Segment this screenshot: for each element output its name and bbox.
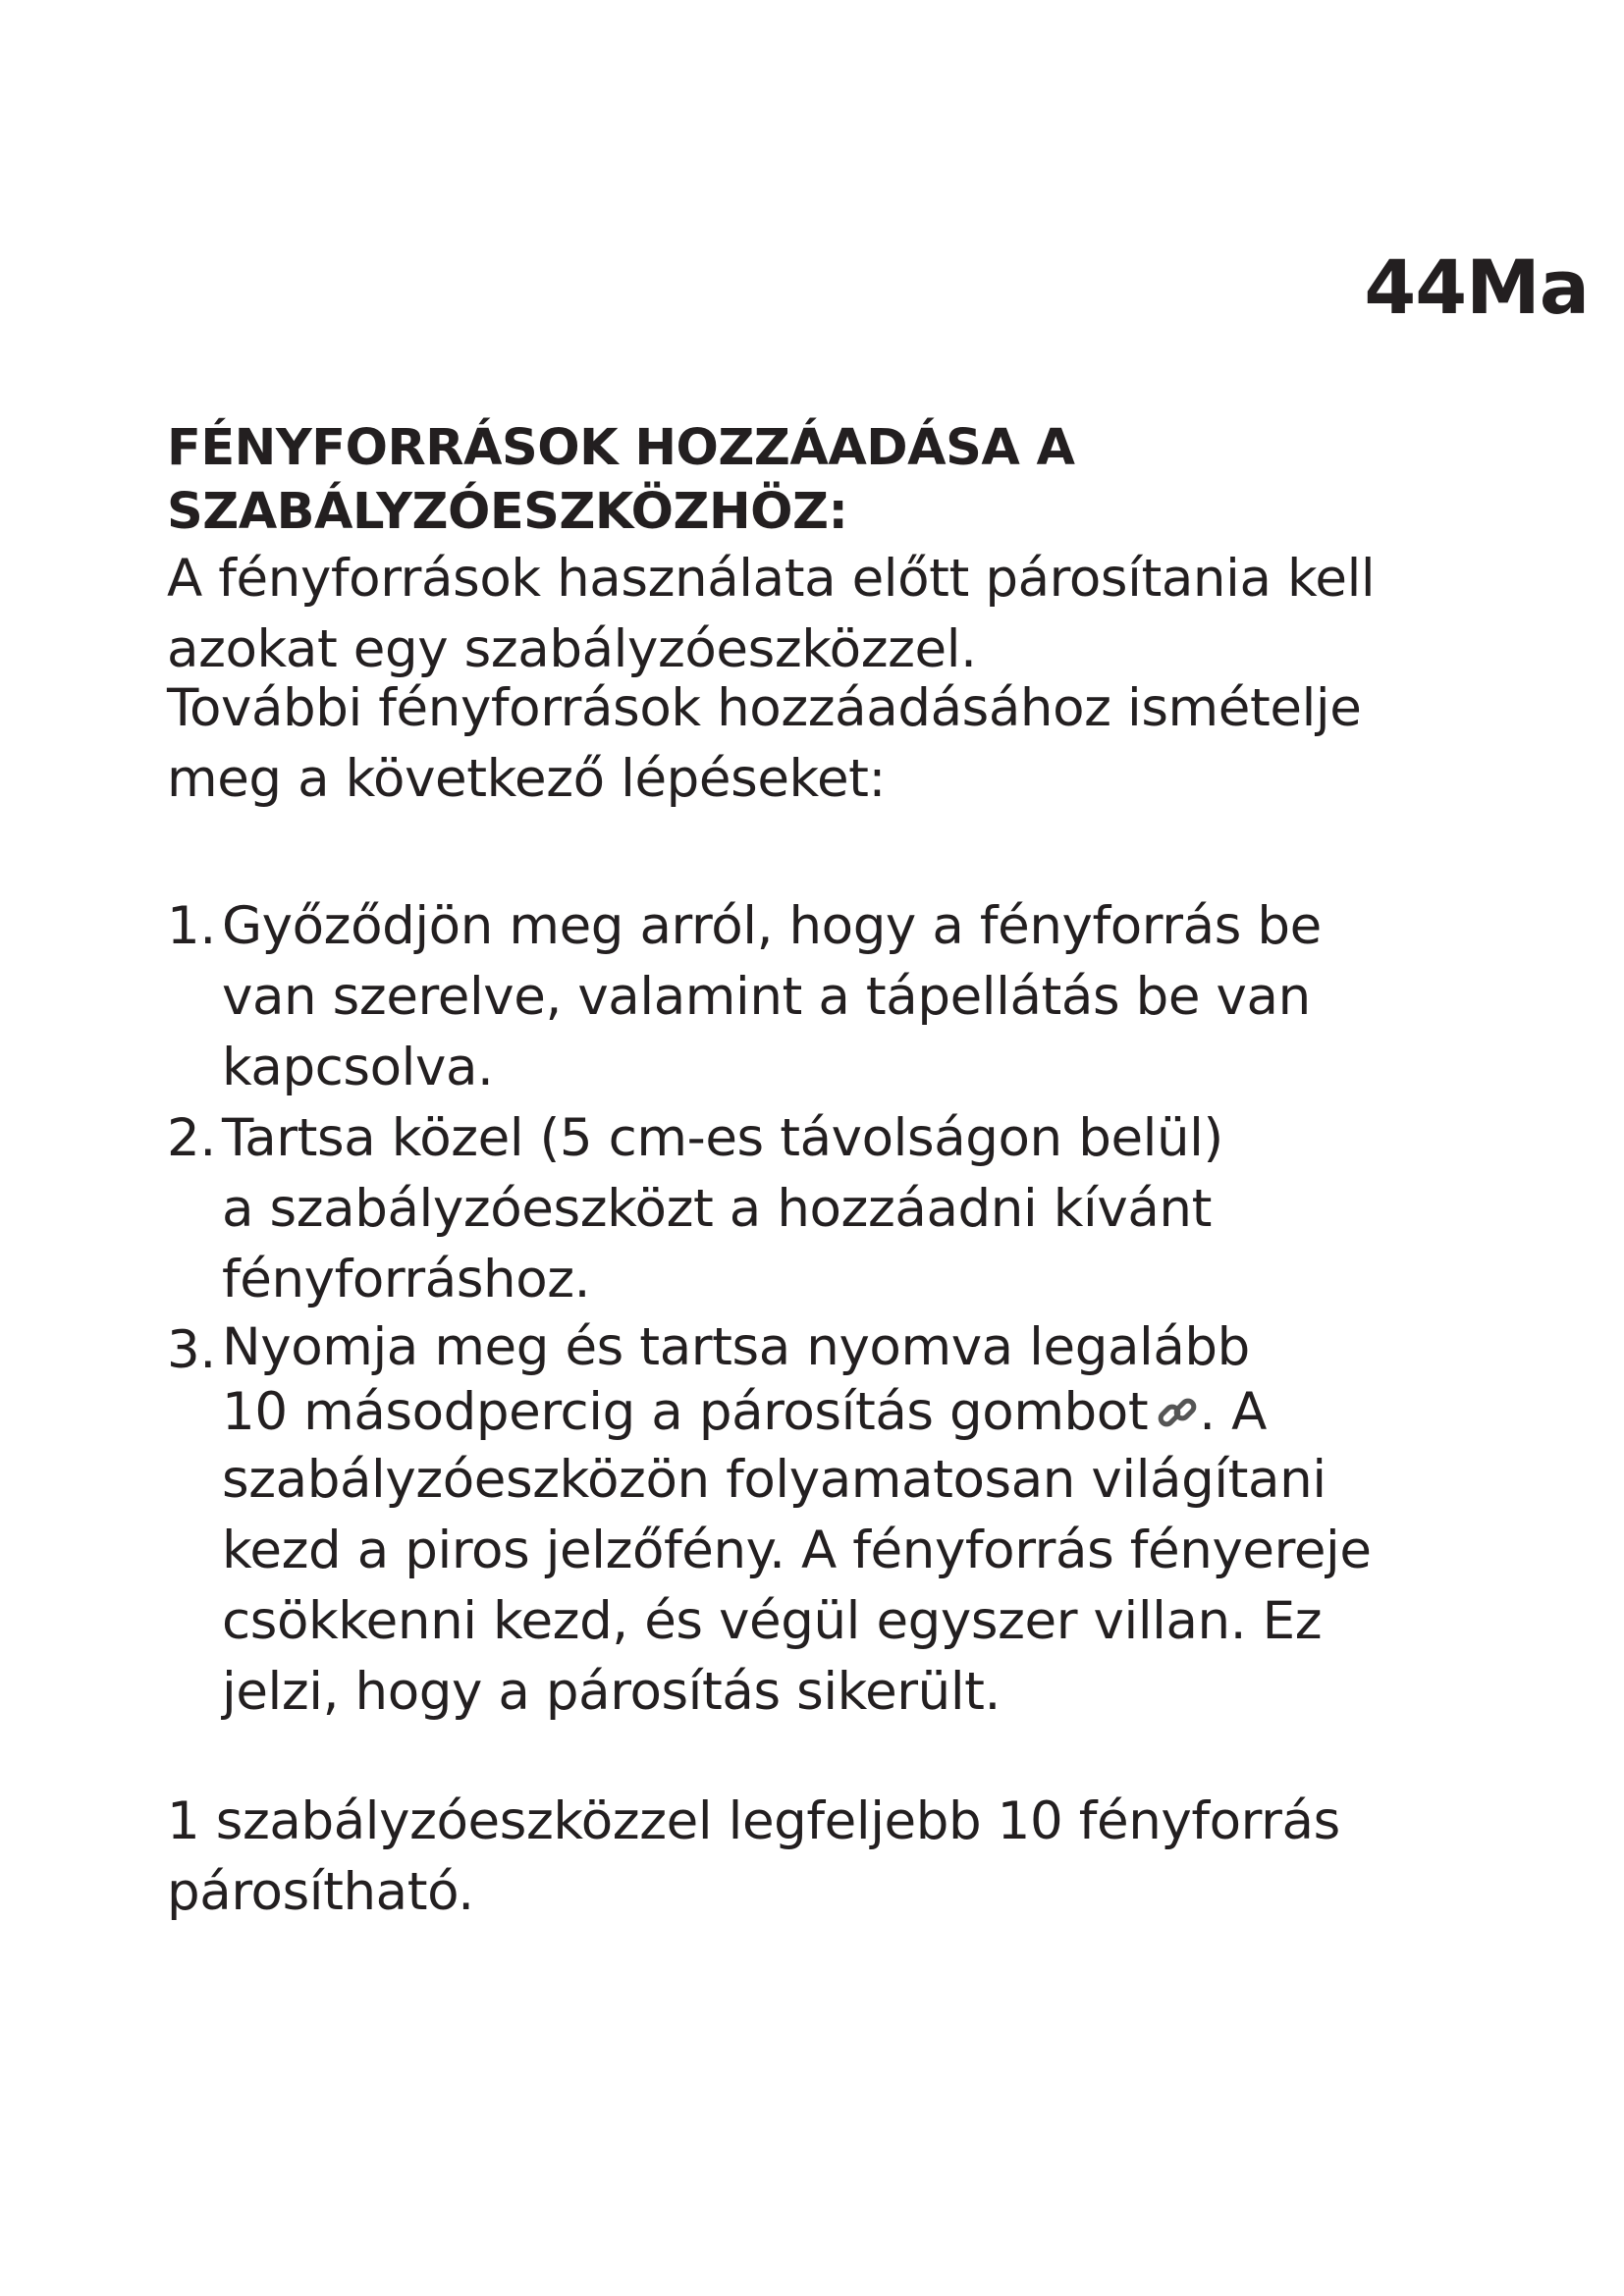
step-item [167, 1315, 1561, 1728]
footer-line: párosítható. [167, 1862, 474, 1922]
step-line: jelzi, hogy a párosítás sikerült. [222, 1662, 1001, 1722]
page-code: 44Ma [1364, 243, 1589, 331]
footer-note [167, 1787, 1561, 1928]
intro-paragraph [167, 544, 1561, 685]
steps-list [167, 891, 1561, 1728]
section-heading [167, 416, 1561, 544]
step-number: 3. [167, 1320, 216, 1380]
intro-paragraph-2 [167, 673, 1561, 815]
step-line: van szerelve, valamint a tápellátás be van [222, 967, 1311, 1027]
step-line: kapcsolva. [222, 1038, 494, 1097]
step-item [167, 1103, 1561, 1315]
step-line: Győződjön meg arról, hogy a fényforrás be [222, 896, 1322, 956]
step-line: szabályzóeszközön folyamatosan világítani [222, 1450, 1326, 1510]
step-line: kezd a piros jelzőfény. A fényforrás fényereje [222, 1521, 1372, 1580]
step-line: a szabályzóeszközt a hozzáadni kívánt [222, 1179, 1212, 1239]
step-line: Nyomja meg és tartsa nyomva legalább [222, 1317, 1250, 1377]
step-item [167, 891, 1561, 1103]
step-number: 1. [167, 896, 216, 956]
step-text: . A [1199, 1382, 1267, 1442]
intro-line: meg a következő lépéseket: [167, 749, 886, 809]
step-text: 10 másodpercig a párosítás gombot [222, 1382, 1149, 1442]
heading-line: SZABÁLYZÓESZKÖZHÖZ: [167, 483, 848, 541]
intro-line: azokat egy szabályzóeszközzel. [167, 619, 977, 679]
heading-line: FÉNYFORRÁSOK HOZZÁADÁSA A [167, 419, 1075, 477]
pairing-link-icon [1156, 1386, 1199, 1429]
document-body [167, 416, 1561, 1928]
intro-line: További fényforrások hozzáadásához ismételje [167, 678, 1362, 738]
step-line: fényforráshoz. [222, 1250, 591, 1309]
intro-line: A fényforrások használata előtt párosítania kell [167, 549, 1376, 609]
step-number: 2. [167, 1108, 216, 1168]
step-line: csökkenni kezd, és végül egyszer villan. Ez [222, 1591, 1323, 1651]
step-line [222, 1380, 1561, 1445]
step-line: Tartsa közel (5 cm-es távolságon belül) [222, 1108, 1223, 1168]
footer-line: 1 szabályzóeszközzel legfeljebb 10 fényforrás [167, 1791, 1340, 1851]
